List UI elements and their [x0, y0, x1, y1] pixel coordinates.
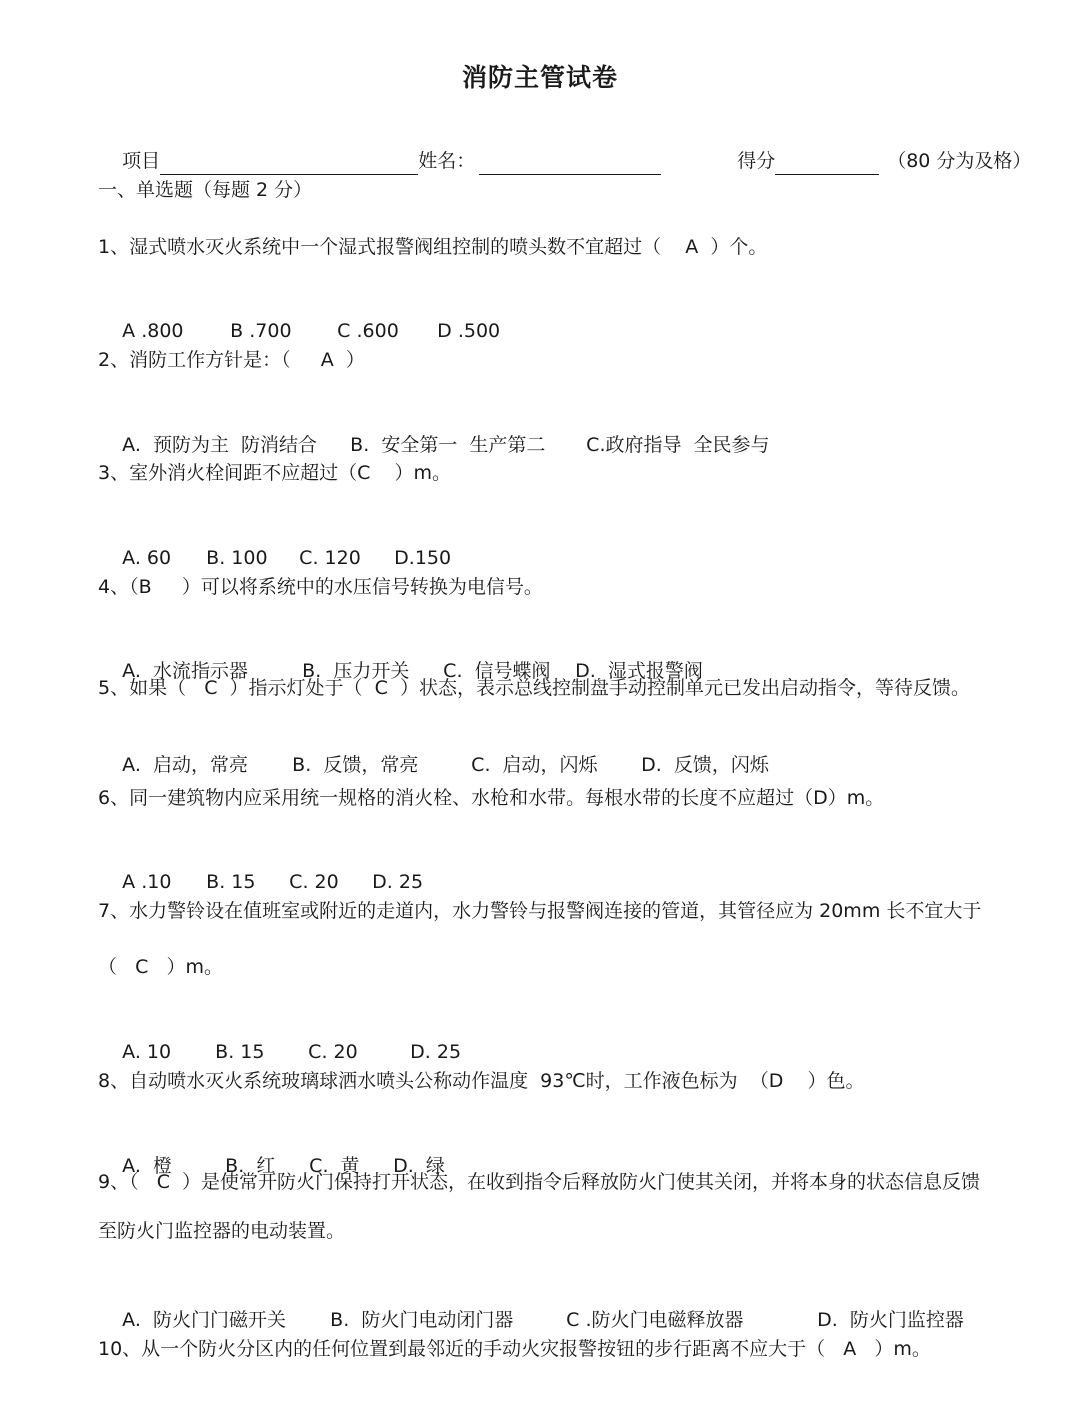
option: C.政府指导 全民参与 [586, 434, 770, 456]
option: C .防火门电磁释放器 [566, 1309, 744, 1331]
section-heading: 一、单选题（每题 2 分） [98, 179, 313, 201]
page-title: 消防主管试卷 [461, 63, 618, 92]
option: B. 安全第一 生产第二 [350, 434, 546, 456]
option: D. 反馈，闪烁 [641, 754, 769, 776]
option: D .500 [437, 320, 501, 342]
question-3: 3、室外消火栓间距不应超过（C ）m。 [98, 462, 452, 484]
option: C. 120 [299, 547, 361, 569]
option: C. 启动，闪烁 [471, 754, 598, 776]
option: A. 橙 [122, 1155, 172, 1177]
option: C .600 [337, 320, 399, 342]
option: A .800 [122, 320, 184, 342]
score-label: 得分 [737, 150, 776, 172]
option: A. 水流指示器 [122, 660, 248, 682]
pass-note: （80 分为及格） [887, 150, 1032, 172]
option: B. 反馈，常亮 [292, 754, 419, 776]
project-label: 项目 [122, 150, 161, 172]
question-9: 9、（ C ）是使常开防火门保持打开状态，在收到指令后释放防火门使其关闭，并将本身的状态信息反馈 [98, 1171, 981, 1193]
option: B .700 [230, 320, 292, 342]
option: A .10 [122, 871, 172, 893]
option: C. 20 [308, 1041, 358, 1063]
option: D. 绿 [393, 1155, 445, 1177]
option: B. 压力开关 [302, 660, 410, 682]
option: C. 20 [289, 871, 339, 893]
option: C. 信号蝶阀 [443, 660, 551, 682]
option: B. 100 [206, 547, 268, 569]
option: C. 黄 [309, 1155, 360, 1177]
option: B. 15 [206, 871, 256, 893]
option: B. 15 [215, 1041, 265, 1063]
option: D.150 [394, 547, 452, 569]
name-blank [479, 152, 661, 175]
option: B. 红 [225, 1155, 276, 1177]
option: A. 10 [122, 1041, 172, 1063]
question-4: 4、（B ）可以将系统中的水压信号转换为电信号。 [98, 576, 543, 598]
option: D. 25 [372, 871, 424, 893]
question-10: 10、从一个防火分区内的任何位置到最邻近的手动火灾报警按钮的步行距离不应大于（ A ）m。 [98, 1338, 931, 1360]
question-9-continued: 至防火门监控器的电动装置。 [98, 1220, 346, 1242]
option: B. 防火门电动闭门器 [330, 1309, 514, 1331]
option: D. 防火门监控器 [817, 1309, 964, 1331]
question-8: 8、自动喷水灭火系统玻璃球洒水喷头公称动作温度 93℃时，工作液色标为 （D ）色。 [98, 1070, 865, 1092]
question-7-continued: （ C ）m。 [98, 956, 224, 978]
question-2: 2、消防工作方针是：（ A ） [98, 349, 365, 371]
option: A. 预防为主 防消结合 [122, 434, 318, 456]
question-7: 7、水力警铃设在值班室或附近的走道内，水力警铃与报警阀连接的管道，其管径应为 20mm 长不宜大于 [98, 900, 982, 922]
option: D. 25 [410, 1041, 462, 1063]
name-label: 姓名： [418, 150, 476, 172]
score-blank [775, 152, 879, 175]
question-5: 5、如果（ C ）指示灯处于（ C ）状态，表示总线控制盘手动控制单元已发出启动指令，等待反馈。 [98, 677, 970, 699]
option: D. 湿式报警阀 [575, 660, 703, 682]
option: A. 防火门门磁开关 [122, 1309, 286, 1331]
project-blank [160, 152, 418, 175]
option: A. 60 [122, 547, 172, 569]
question-6: 6、同一建筑物内应采用统一规格的消火栓、水枪和水带。每根水带的长度不应超过（D）m。 [98, 787, 885, 809]
question-1: 1、湿式喷水灭火系统中一个湿式报警阀组控制的喷头数不宜超过（ A ）个。 [98, 236, 768, 258]
option: A. 启动，常亮 [122, 754, 248, 776]
